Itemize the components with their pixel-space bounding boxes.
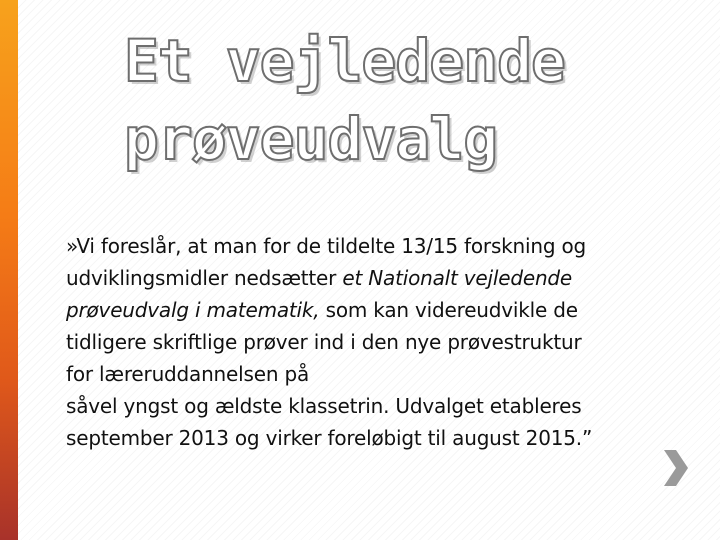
quote-line-3-text: som kan videreudvikle de (319, 298, 578, 322)
next-slide-button[interactable] (660, 448, 690, 488)
slide-title (124, 22, 684, 178)
quote-line-1-text: Vi foreslår, at man for de tildelte 13/15 forskning og (76, 234, 587, 258)
quote-line-6: såvel yngst og ældste klassetrin. Udvalget etableres (66, 394, 582, 418)
quote-line-1 (66, 230, 656, 262)
quote-line-4: tidligere skriftlige prøver ind i den nye prøvestruktur (66, 330, 582, 354)
bullet-marker: » (66, 234, 77, 258)
quote-line-2 (66, 262, 656, 294)
slide-title-line-1: Et vejledende (124, 27, 565, 95)
quote-line-2-text: udviklingsmidler nedsætter (66, 266, 343, 290)
accent-bar (0, 0, 18, 540)
quote-line-3 (66, 294, 656, 326)
quote-line-3-italic: prøveudvalg i matematik, (66, 298, 320, 322)
quote-body (66, 230, 656, 454)
quote-line-7: september 2013 og virker foreløbigt til august 2015.” (66, 426, 593, 450)
slide-title-line-2: prøveudvalg (124, 105, 498, 173)
chevron-right-icon (660, 448, 690, 488)
quote-line-2-italic: et Nationalt vejledende (342, 266, 573, 290)
quote-line-5: for læreruddannelsen på (66, 362, 310, 386)
